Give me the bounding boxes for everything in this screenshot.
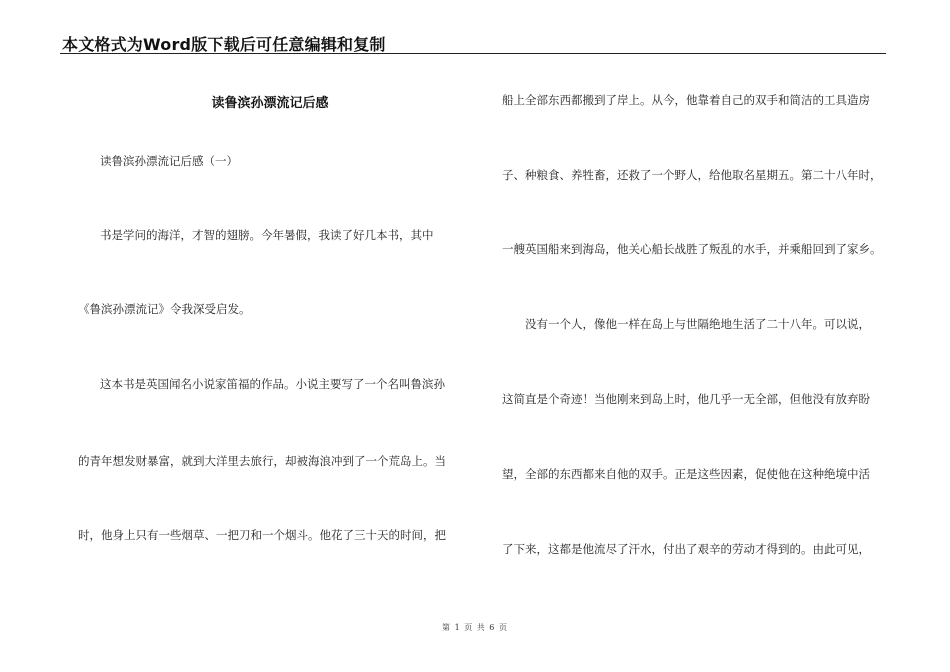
header-divider (60, 53, 886, 54)
paragraph-line: 时，他身上只有一些烟草、一把刀和一个烟斗。他花了三十天的时间，把 (78, 528, 446, 542)
document-title: 读鲁滨孙漂流记后感 (211, 96, 329, 111)
document-header-banner: 本文格式为Word版下载后可任意编辑和复制 (62, 35, 386, 54)
paragraph-line: 的青年想发财暴富，就到大洋里去旅行，却被海浪冲到了一个荒岛上。当 (78, 454, 446, 468)
paragraph-line: 一艘英国船来到海岛，他关心船长战胜了叛乱的水手，并乘船回到了家乡。 (502, 242, 882, 256)
paragraph-line: 这本书是英国闻名小说家笛福的作品。小说主要写了一个名叫鲁滨孙 (100, 377, 445, 391)
paragraph-line: 书是学问的海洋，才智的翅膀。今年暑假，我读了好几本书，其中 (100, 228, 434, 242)
paragraph-line: 《鲁滨孙漂流记》令我深受启发。 (78, 302, 251, 316)
paragraph-line: 这简直是个奇迹！当他刚来到岛上时，他几乎一无全部，但他没有放弃盼 (502, 392, 870, 406)
paragraph-line: 了下来，这都是他流尽了汗水，付出了艰辛的劳动才得到的。由此可见， (502, 542, 870, 556)
paragraph-line: 没有一个人，像他一样在岛上与世隔绝地生活了二十八年。可以说， (525, 317, 870, 331)
paragraph-line: 子、种粮食、养牲畜，还救了一个野人，给他取名星期五。第二十八年时， (502, 168, 882, 182)
paragraph-line: 船上全部东西都搬到了岸上。从今，他靠着自己的双手和简洁的工具造房 (502, 93, 870, 107)
paragraph-line: 望，全部的东西都来自他的双手。正是这些因素，促使他在这种绝境中活 (502, 467, 870, 481)
subtitle-line: 读鲁滨孙漂流记后感（一） (100, 154, 238, 168)
page-number-indicator: 第 1 页 共 6 页 (442, 623, 508, 632)
